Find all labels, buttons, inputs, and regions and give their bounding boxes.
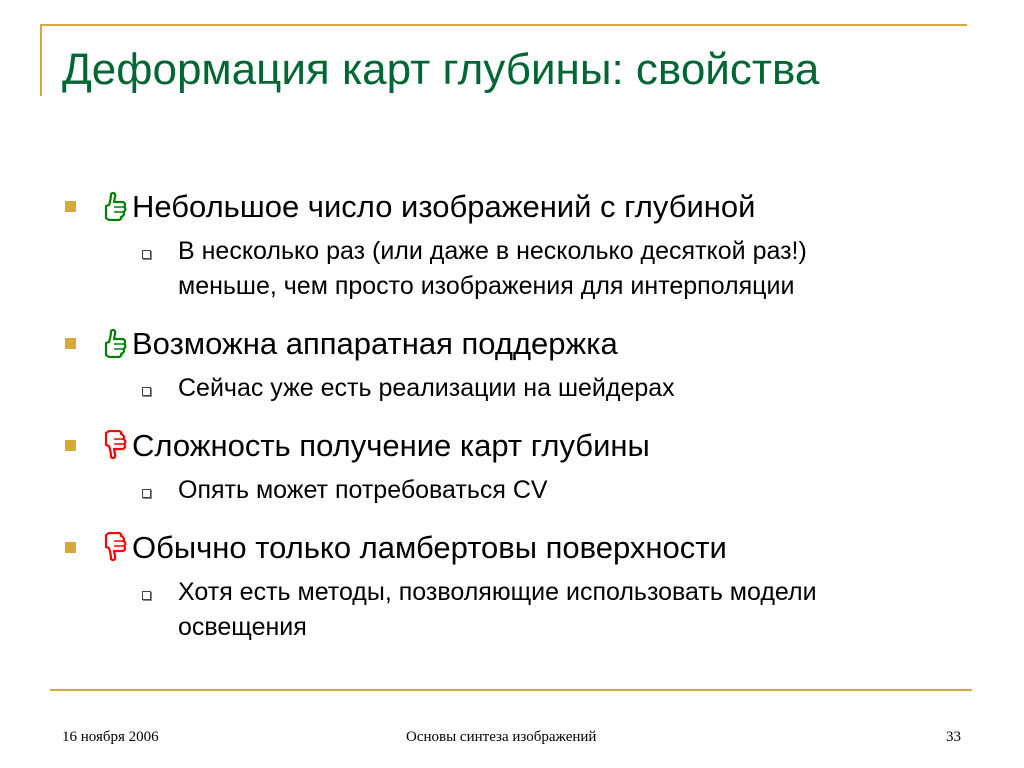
sub-item [102,473,982,508]
sub-item-text-continued: меньше, чем просто изображения для интерполяции [178,272,795,300]
bullet-item-text: Возможна аппаратная поддержка [132,326,618,361]
sub-list [102,575,982,645]
hollow-square-bullet-icon [142,591,151,600]
sub-item-text: Сейчас уже есть реализации на шейдерах [178,374,675,402]
sub-list [102,234,982,304]
sub-item-text-continued: освещения [178,613,307,641]
sub-item [102,234,982,304]
bullet-item-2 [62,324,982,406]
footer-course-title: Основы синтеза изображений [406,729,597,745]
bullet-list [62,187,982,645]
square-bullet-icon [65,440,76,451]
sub-list [102,473,982,508]
footer-date: 16 ноября 2006 [62,729,159,745]
sub-item-text: Опять может потребоваться CV [178,476,548,504]
sub-item-text: В несколько раз (или даже в несколько десяткой раз!) [178,237,807,265]
bullet-item-text: Сложность получение карт глубины [132,428,650,463]
sub-list [102,371,982,406]
sub-item [102,371,982,406]
square-bullet-icon [65,542,76,553]
thumbs-up-icon [102,328,128,358]
square-bullet-icon [65,338,76,349]
bullet-item-text: Обычно только ламбертовы поверхности [132,530,727,565]
slide-title: Деформация карт глубины: свойства [62,45,820,94]
slide-number: 33 [946,729,961,745]
footer-divider [50,689,972,691]
hollow-square-bullet-icon [142,387,151,396]
hollow-square-bullet-icon [142,250,151,259]
sub-item-text: Хотя есть методы, позволяющие использовать модели [178,578,817,606]
bullet-item-1 [62,187,982,304]
hollow-square-bullet-icon [142,489,151,498]
thumbs-down-icon [102,430,128,460]
bullet-item-text: Небольшое число изображений с глубиной [132,189,756,224]
thumbs-up-icon [102,191,128,221]
sub-item [102,575,982,645]
square-bullet-icon [65,201,76,212]
bullet-item-4 [62,528,982,645]
thumbs-down-icon [102,532,128,562]
bullet-item-3 [62,426,982,508]
